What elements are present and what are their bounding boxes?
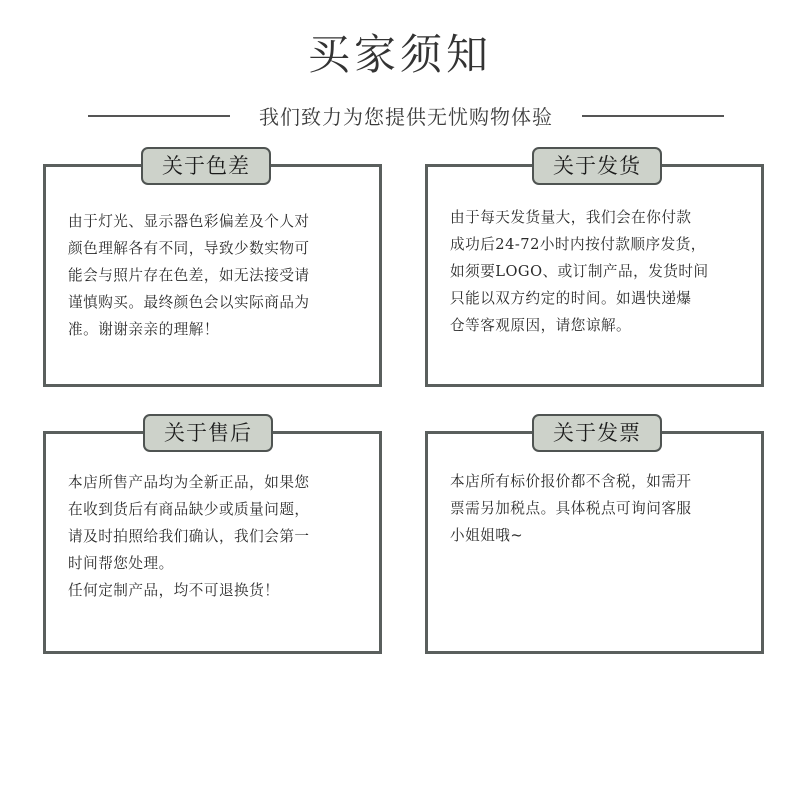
subtitle: 我们致力为您提供无忧购物体验 (259, 105, 553, 129)
card-text: 本店所有标价报价都不含税，如需开 票需另加税点。具体税点可询问客服 小姐姐哦~ (450, 473, 692, 544)
card-shipping (425, 154, 764, 387)
subtitle-divider-right (582, 115, 724, 117)
card-invoice (425, 421, 764, 654)
card-text: 由于灯光、显示器色彩偏差及个人对 颜色理解各有不同，导致少数实物可 能会与照片存在色差，如无法接受请 谨慎购买。最终颜色会以实际商品为 准。谢谢亲亲的理解！ (68, 213, 310, 338)
card-heading: 关于色差 (141, 147, 271, 185)
page-title: 买家须知 (307, 30, 492, 79)
card-heading: 关于发票 (532, 414, 662, 452)
subtitle-divider-left (88, 115, 230, 117)
card-text: 由于每天发货量大，我们会在你付款 成功后24-72小时内按付款顺序发货， 如须要LOGO、或订制产品，发货时间 只能以双方约定的时间。如遇快递爆 仓等客观原因，请您谅解。 (450, 209, 709, 334)
card-heading: 关于售后 (143, 414, 273, 452)
card-after-sales (43, 421, 382, 654)
card-heading: 关于发货 (532, 147, 662, 185)
card-text: 本店所售产品均为全新正品，如果您 在收到货后有商品缺少或质量问题， 请及时拍照给我们确认，我们会第一 时间帮您处理。 任何定制产品，均不可退换货！ (68, 474, 310, 599)
subtitle-row (88, 100, 724, 130)
card-color-difference (43, 154, 382, 387)
